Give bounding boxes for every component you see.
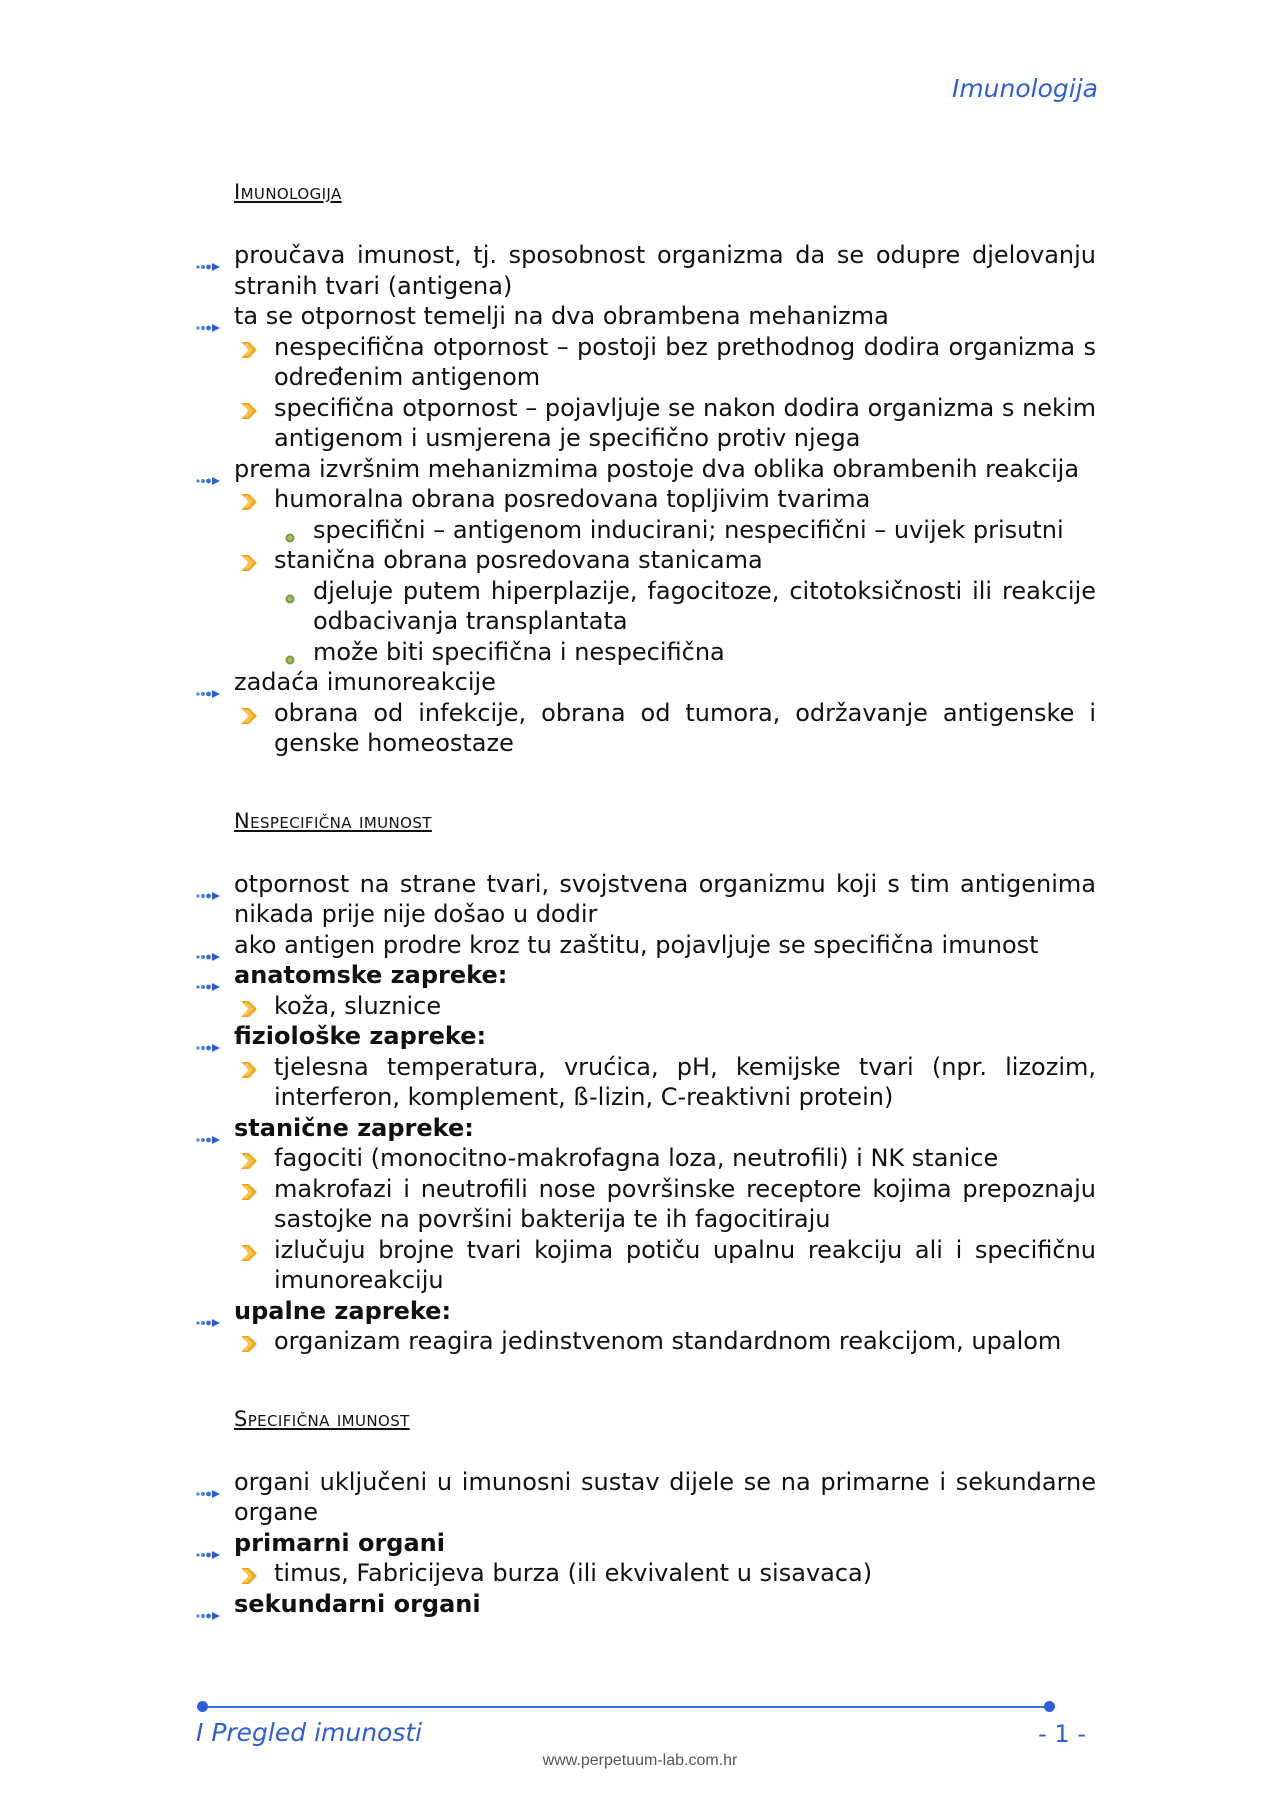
list-item-text: stanične zapreke: [234, 1113, 474, 1142]
list-item-level-2 [196, 484, 1096, 515]
list-item-text: timus, Fabricijeva burza (ili ekvivalent u sisavaca) [274, 1559, 873, 1587]
orange-chevron-icon [238, 399, 260, 430]
header-title: Imunologija [951, 74, 1098, 103]
list-item-level-2 [196, 991, 1096, 1022]
list-item-text: tjelesna temperatura, vrućica, pH, kemijske tvari (npr. lizozim, interferon, komplement, ß-lizin, C-reaktivni protein) [274, 1052, 1096, 1111]
list-item-level-3 [196, 637, 1096, 668]
list-item-level-2 [196, 1143, 1096, 1174]
list-item-text: fagociti (monocitno-makrofagna loza, neutrofili) i NK stanice [274, 1144, 999, 1172]
list-item-text: organi uključeni u imunosni sustav dijele se na primarne i sekundarne organe [234, 1467, 1096, 1526]
orange-chevron-icon [238, 704, 260, 735]
list-item-level-1 [196, 1467, 1096, 1528]
list-item-text: stanična obrana posredovana stanicama [274, 546, 763, 574]
orange-chevron-icon [238, 1332, 260, 1363]
list-item-text: koža, sluznice [274, 991, 442, 1020]
section-title: Imunologija [234, 180, 342, 204]
list-item-text: ako antigen prodre kroz tu zaštitu, pojavljuje se specifična imunost [234, 930, 1039, 959]
list-item-text: primarni organi [234, 1528, 445, 1557]
footer-divider [202, 1706, 1050, 1708]
list-item-level-2 [196, 545, 1096, 576]
orange-chevron-icon [238, 1241, 260, 1272]
list-item-text: organizam reagira jedinstvenom standardnom reakcijom, upalom [274, 1327, 1062, 1355]
footer-divider-dot-left [197, 1701, 208, 1712]
section [196, 1407, 1096, 1620]
blue-arrow-dots-icon [196, 1599, 222, 1630]
list-item-level-1 [196, 1589, 1096, 1620]
list-item-text: humoralna obrana posredovana topljivim tvarima [274, 485, 871, 513]
list-item-level-1 [196, 930, 1096, 961]
list-item-level-2 [196, 698, 1096, 759]
list-item-text: ta se otpornost temelji na dva obrambena mehanizma [234, 302, 889, 330]
footer-chapter-title: I Pregled imunosti [196, 1718, 423, 1747]
footer-divider-dot-right [1044, 1701, 1055, 1712]
green-dot-icon [282, 584, 298, 615]
list-item-level-1 [196, 667, 1096, 698]
list-item-text: prema izvršnim mehanizmima postoje dva oblika obrambenih reakcija [234, 454, 1080, 483]
list-item-text: upalne zapreke: [234, 1296, 452, 1325]
list-item-level-2 [196, 1326, 1096, 1357]
list-item-text: može biti specifična i nespecifična [313, 637, 725, 666]
list-item-text: specifični – antigenom inducirani; nespecifični – uvijek prisutni [313, 515, 1064, 544]
list-item-text: specifična otpornost – pojavljuje se nakon dodira organizma s nekim antigenom i usmjerena je specifično protiv njega [274, 393, 1096, 452]
orange-chevron-icon [238, 1180, 260, 1211]
document-body [196, 180, 1096, 1669]
list-item-text: fiziološke zapreke: [234, 1022, 487, 1050]
section [196, 809, 1096, 1357]
list-item-text: anatomske zapreke: [234, 961, 508, 989]
list-item-level-1 [196, 960, 1096, 991]
list-item-text: otpornost na strane tvari, svojstvena organizmu koji s tim antigenima nikada prije nije došao u dodir [234, 869, 1096, 928]
list-item-level-2 [196, 1558, 1096, 1589]
list-item-text: zadaća imunoreakcije [234, 668, 496, 696]
page-number: - 1 - [1038, 1720, 1086, 1748]
list-item-level-1 [196, 454, 1096, 485]
blue-arrow-dots-icon [196, 879, 222, 910]
list-item-text: izlučuju brojne tvari kojima potiču upalnu reakciju ali i specifičnu imunoreakciju [274, 1235, 1096, 1294]
section-title: Specifična imunost [234, 1406, 410, 1431]
list-item-level-1 [196, 1021, 1096, 1052]
list-item-text: djeluje putem hiperplazije, fagocitoze, citotoksičnosti ili reakcije odbacivanja transplantata [313, 576, 1096, 635]
list-item-level-2 [196, 393, 1096, 454]
list-item-level-3 [196, 576, 1096, 637]
footer-url: www.perpetuum-lab.com.hr [542, 1752, 738, 1769]
section-title: Nespecifična imunost [234, 808, 432, 833]
section [196, 180, 1096, 759]
list-item-text: obrana od infekcije, obrana od tumora, održavanje antigenske i genske homeostaze [274, 698, 1096, 757]
list-item-level-2 [196, 1174, 1096, 1235]
list-item-level-1 [196, 1528, 1096, 1559]
orange-chevron-icon [238, 338, 260, 369]
list-item-text: nespecifična otpornost – postoji bez prethodnog dodira organizma s određenim antigenom [274, 332, 1096, 391]
blue-arrow-dots-icon [196, 1477, 222, 1508]
blue-arrow-dots-icon [196, 250, 222, 281]
list-item-level-3 [196, 515, 1096, 546]
list-item-text: sekundarni organi [234, 1589, 481, 1618]
list-item-text: makrofazi i neutrofili nose površinske receptore kojima prepoznaju sastojke na površini bakterija te ih fagocitiraju [274, 1174, 1096, 1233]
list-item-level-1 [196, 1296, 1096, 1327]
list-item-level-1 [196, 1113, 1096, 1144]
list-item-level-1 [196, 240, 1096, 301]
list-item-level-1 [196, 301, 1096, 332]
orange-chevron-icon [238, 1058, 260, 1089]
list-item-level-2 [196, 1052, 1096, 1113]
list-item-level-2 [196, 332, 1096, 393]
list-item-text: proučava imunost, tj. sposobnost organizma da se odupre djelovanju stranih tvari (antigena) [234, 241, 1096, 300]
list-item-level-2 [196, 1235, 1096, 1296]
list-item-level-1 [196, 869, 1096, 930]
